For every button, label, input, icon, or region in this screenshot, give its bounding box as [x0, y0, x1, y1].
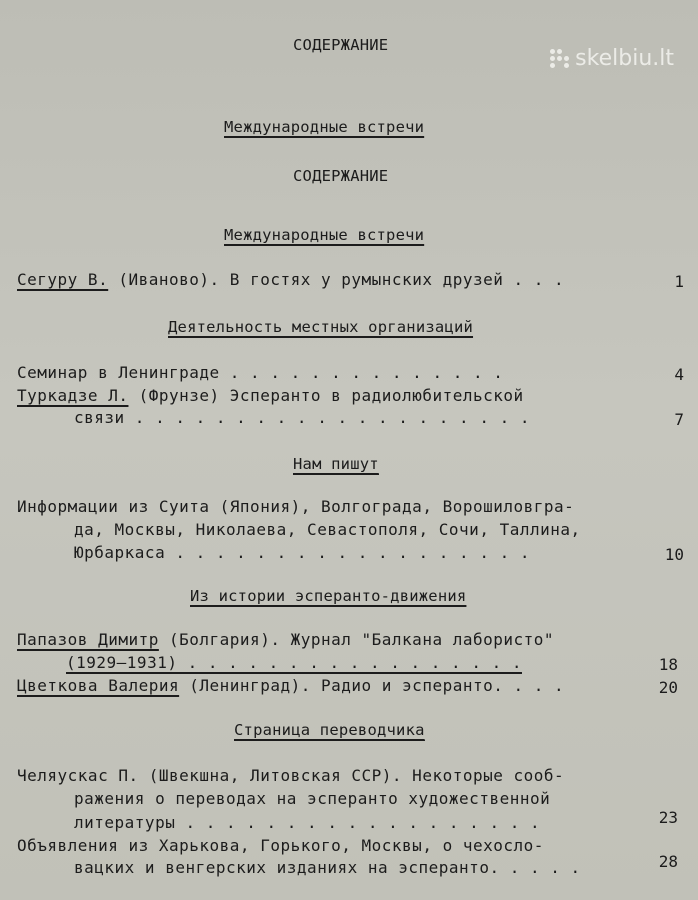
- page-number: 1: [674, 272, 684, 291]
- author-name: Цветкова Валерия: [17, 676, 180, 695]
- toc-entry-line: ражения о переводах на эсперанто художественной: [74, 789, 551, 808]
- watermark-logo: [550, 46, 674, 71]
- toc-entry-line: вацких и венгерских изданиях на эсперанто. . . . .: [74, 858, 581, 877]
- toc-entry: Челяускас П. (Швекшна, Литовская ССР). Некоторые сооб-: [17, 766, 565, 785]
- toc-entry: Семинар в Ленинграде . . . . . . . . . . . . . .: [17, 363, 504, 382]
- section-heading: Международные встречи: [224, 118, 425, 136]
- toc-entry-line: литературы . . . . . . . . . . . . . . . . . .: [74, 813, 541, 832]
- toc-entry-line: да, Москвы, Николаева, Севастополя, Сочи, Таллина,: [74, 520, 581, 539]
- toc-entry: Туркадзе Л. (Фрунзе) Эсперанто в радиолюбительской: [17, 386, 524, 405]
- section-heading: Деятельность местных организаций: [168, 318, 474, 336]
- section-heading: Страница переводчика: [234, 721, 425, 739]
- toc-entry-line: связи . . . . . . . . . . . . . . . . . . . .: [74, 408, 530, 427]
- author-name: Сегуру В.: [17, 270, 109, 289]
- watermark-text: skelbiu.lt: [575, 46, 674, 71]
- toc-entry-line: (1929—1931) . . . . . . . . . . . . . . . . .: [66, 653, 522, 672]
- toc-entry: Информации из Суита (Япония), Волгограда, Ворошиловгра-: [17, 497, 575, 516]
- page-title: СОДЕРЖАНИЕ: [293, 36, 389, 54]
- toc-entry: Цветкова Валерия (Ленинград). Радио и эсперанто. . . .: [17, 676, 565, 695]
- author-name: Туркадзе Л.: [17, 386, 129, 405]
- section-heading: Международные встречи: [224, 226, 425, 244]
- page-number: 18: [658, 655, 678, 674]
- page-number: 28: [658, 852, 678, 871]
- toc-entry: Объявления из Харькова, Горького, Москвы, о чехосло-: [17, 836, 544, 855]
- section-heading: Из истории эсперанто-движения: [190, 587, 467, 605]
- page-number: 20: [658, 678, 678, 697]
- toc-entry-line: Юрбаркаса . . . . . . . . . . . . . . . . . .: [74, 543, 530, 562]
- page-number: 10: [664, 545, 684, 564]
- page-number: 23: [658, 808, 678, 827]
- toc-entry: Папазов Димитр (Болгария). Журнал "Балкана лабористо": [17, 630, 555, 649]
- section-heading: Нам пишут: [293, 455, 379, 473]
- toc-entry: Сегуру В. (Иваново). В гостях у румынских друзей . . .: [17, 270, 565, 289]
- page-number: 4: [674, 365, 684, 384]
- page-number: 7: [674, 410, 684, 429]
- page-title: СОДЕРЖАНИЕ: [293, 167, 389, 185]
- author-name: Папазов Димитр: [17, 630, 159, 649]
- logo-dots-icon: [550, 49, 569, 68]
